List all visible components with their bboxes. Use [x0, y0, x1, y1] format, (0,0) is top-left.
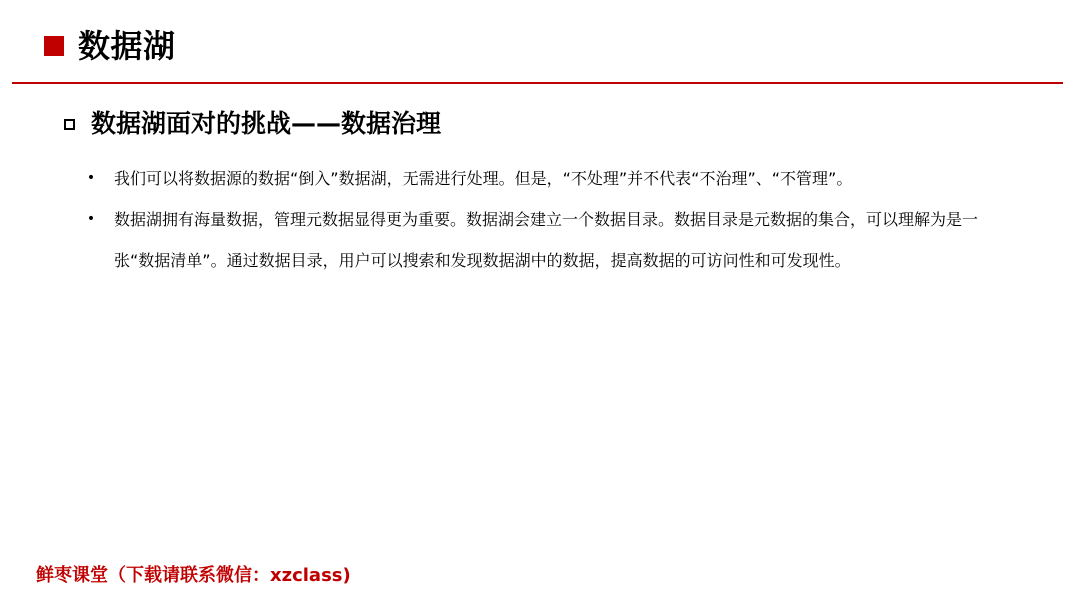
bullet-text: 我们可以将数据源的数据“倒入”数据湖，无需进行处理。但是，“不处理”并不代表“不治理”、“不管理”。 — [114, 169, 853, 188]
bullet-text: 数据湖拥有海量数据，管理元数据显得更为重要。数据湖会建立一个数据目录。数据目录是元数据的集合，可以理解为是一张“数据清单”。通过数据目录，用户可以搜索和发现数据湖中的数据，提高数据的可访问性和可发现性。 — [114, 210, 979, 270]
title-bar — [44, 24, 176, 68]
bullet-item — [84, 158, 984, 199]
hollow-square-icon — [64, 119, 75, 130]
bullet-list — [84, 158, 984, 281]
page-title: 数据湖 — [78, 27, 176, 65]
footer-note: 鲜枣课堂（下载请联系微信：xzclass) — [36, 565, 351, 586]
section-heading-text: 数据湖面对的挑战——数据治理 — [91, 109, 442, 138]
bullet-item — [84, 199, 984, 281]
red-square-icon — [44, 36, 64, 56]
title-divider — [12, 82, 1063, 84]
bullet-dot-icon: • — [86, 211, 96, 227]
bullet-dot-icon: • — [86, 170, 96, 186]
section-heading — [64, 106, 441, 142]
